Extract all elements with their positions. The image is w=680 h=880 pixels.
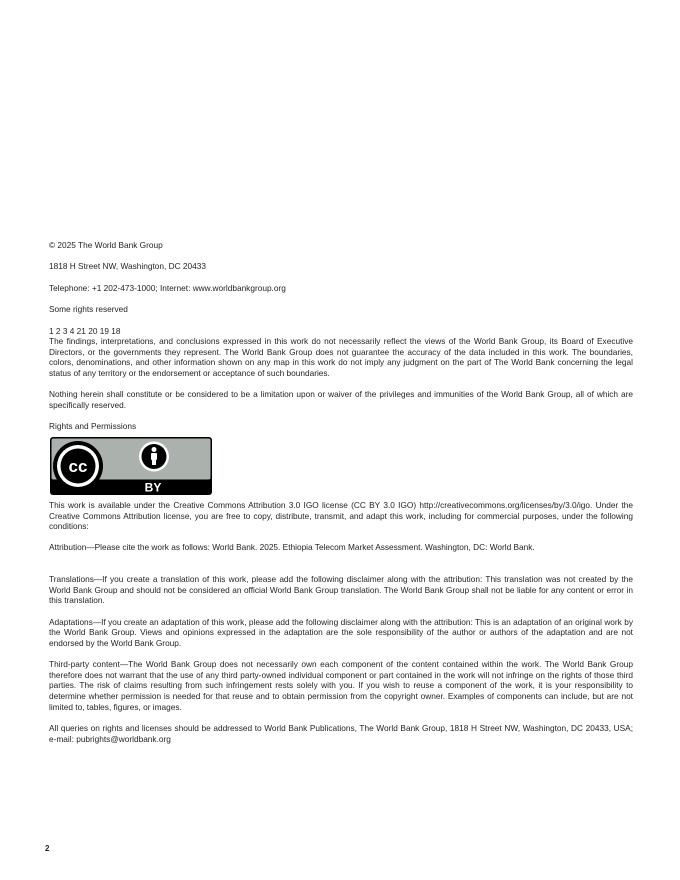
- attribution-paragraph: Attribution—Please cite the work as follows: World Bank. 2025. Ethiopia Telecom Market Assessment. Washington, DC: World Bank.: [49, 542, 535, 553]
- license-paragraph: This work is available under the Creative Commons Attribution 3.0 IGO license (CC BY 3.0 IGO) http://creativecommons.org/licenses/by/3.0/igo. Under the Creative Commons Attribution license, you are free to copy, distribute, transmit, and adapt this work, including for commercial purposes, under the following conditions:: [49, 499, 633, 532]
- copyright-page-content: [49, 240, 633, 744]
- adaptations-paragraph: Adaptations—If you create an adaptation of this work, please add the following disclaimer along with the attribution: This is an adaptation of an original work by the World Bank Group. Views and opinions expressed in the adaptation are the sole responsibility of the author or authors of the adaptation and are not endorsed by the World Bank Group.: [49, 616, 633, 648]
- page-number: 2: [45, 844, 50, 853]
- publisher-address: 1818 H Street NW, Washington, DC 20433: [49, 261, 206, 272]
- immunities-paragraph: Nothing herein shall constitute or be considered to be a limitation upon or waiver of the privileges and immunities of the World Bank Group, all of which are specifically reserved.: [49, 389, 633, 410]
- copyright-notice: © 2025 The World Bank Group: [49, 240, 163, 250]
- rights-reserved: Some rights reserved: [49, 304, 128, 315]
- publisher-contact: Telephone: +1 202-473-1000; Internet: www.worldbankgroup.org: [49, 282, 286, 293]
- cc-by-license-badge: [50, 437, 212, 495]
- disclaimer-paragraph: The findings, interpretations, and conclusions expressed in this work do not necessarily reflect the views of the World Bank Group, its Board of Executive Directors, or the governments they represent. The World Bank Group does not guarantee the accuracy of the data included in this work. The boundaries, colors, denominations, and other information shown on any map in this work do not imply any judgment on the part of The World Bank concerning the legal status of any territory or the endorsement or acceptance of such boundaries.: [49, 336, 633, 378]
- attribution-person-icon: [139, 441, 169, 471]
- cc-logo-text: cc: [68, 456, 88, 476]
- by-label: BY: [144, 480, 162, 495]
- rights-heading: Rights and Permissions: [49, 421, 137, 432]
- cc-logo-icon: [53, 441, 103, 491]
- queries-paragraph: All queries on rights and licenses should be addressed to World Bank Publications, The World Bank Group, 1818 H Street NW, Washington, DC 20433, USA; e-mail: pubrights@worldbank.org: [49, 723, 633, 744]
- translations-paragraph: Translations—If you create a translation of this work, please add the following disclaimer along with the attribution: This translation was not created by the World Bank Group and should not be considered an official World Bank Group translation. The World Bank Group shall not be liable for any content or error in this translation.: [49, 574, 633, 606]
- third-party-paragraph: Third-party content—The World Bank Group does not necessarily own each component of the content contained within the work. The World Bank Group therefore does not warrant that the use of any third party-owned individual component or part contained in the work will not infringe on the rights of those third parties. The risk of claims resulting from such infringement rests solely with you. If you wish to reuse a component of the work, it is your responsibility to determine whether permission is needed for that reuse and to obtain permission from the copyright owner. Examples of components can include, but are not limited to, tables, figures, or images.: [49, 659, 633, 712]
- printing-line: 1 2 3 4 21 20 19 18: [49, 325, 121, 336]
